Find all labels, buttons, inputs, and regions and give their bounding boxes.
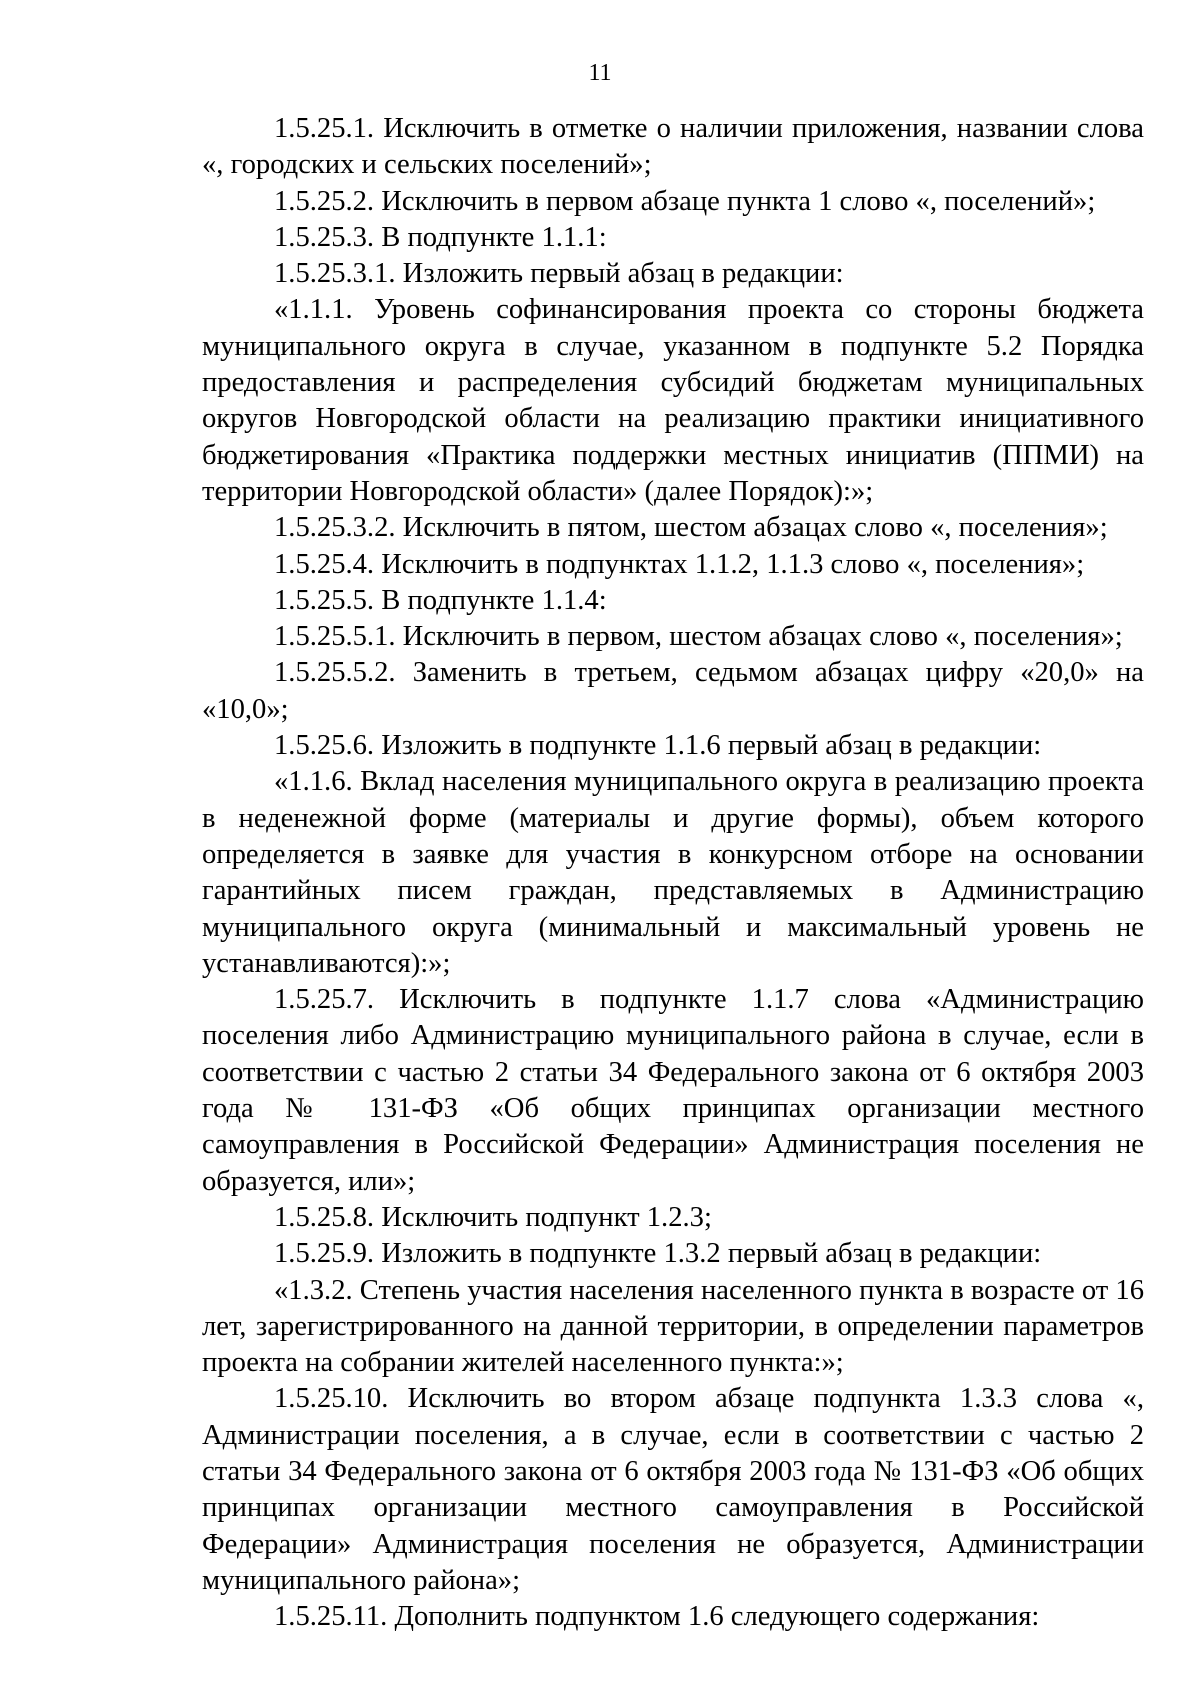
paragraph-1-5-25-5: 1.5.25.5. В подпункте 1.1.4: (274, 584, 607, 616)
paragraph-1-5-25-1: 1.5.25.1. Исключить в отметке о наличии приложения, названии слова «, городских и сельских поселений»; (202, 113, 1144, 181)
paragraph-1-5-25-3-1: 1.5.25.3.1. Изложить первый абзац в редакции: (274, 258, 844, 290)
paragraph-1-5-25-5-1: 1.5.25.5.1. Исключить в первом, шестом абзацах слово «, поселения»; (274, 621, 1123, 653)
paragraph-1-5-25-6: 1.5.25.6. Изложить в подпункте 1.1.6 первый абзац в редакции: (274, 730, 1042, 762)
paragraph-1-5-25-11: 1.5.25.11. Дополнить подпунктом 1.6 следующего содержания: (274, 1601, 1040, 1633)
paragraph-1-5-25-3: 1.5.25.3. В подпункте 1.1.1: (274, 221, 607, 253)
quoted-paragraph-1-3-2: «1.3.2. Степень участия населения населенного пункта в возрасте от 16 лет, зарегистрированного на данной территории, в определении параметров проекта на собрании жителей населенного пункта:»; (202, 1274, 1144, 1379)
quoted-paragraph-1-1-6: «1.1.6. Вклад населения муниципального округа в реализацию проекта в неденежной форме (материалы и другие формы), объем которого определяется в заявке для участия в конкурсном отборе на основании гарантийных писем граждан, представляемых в Администрацию муниципального округа (минимальный и максимальный уровень не устанавливаются):»; (202, 766, 1144, 979)
paragraph-1-5-25-10: 1.5.25.10. Исключить во втором абзаце подпункта 1.3.3 слова «, Администрации поселения, а в случае, если в соответствии с частью 2 статьи 34 Федерального закона от 6 октября 2003 года № 131-ФЗ «Об общих принципах организации местного самоуправления в Российской Федерации» Администрация поселения не образуется, Администрации муниципального района»; (202, 1383, 1144, 1596)
page-number: 11 (588, 60, 612, 86)
paragraph-1-5-25-3-2: 1.5.25.3.2. Исключить в пятом, шестом абзацах слово «, поселения»; (274, 512, 1108, 544)
paragraph-1-5-25-5-2: 1.5.25.5.2. Заменить в третьем, седьмом абзацах цифру «20,0» на «10,0»; (202, 657, 1144, 725)
paragraph-1-5-25-7: 1.5.25.7. Исключить в подпункте 1.1.7 слова «Администрацию поселения либо Администрацию муниципального района в случае, если в соответствии с частью 2 статьи 34 Федерального закона от 6 октября 2003 года № 131-ФЗ «Об общих принципах организации местного самоуправления в Российской Федерации» Администрация поселения не образуется, или»; (202, 984, 1144, 1197)
paragraph-1-5-25-2: 1.5.25.2. Исключить в первом абзаце пункта 1 слово «, поселений»; (274, 185, 1096, 217)
paragraph-1-5-25-9: 1.5.25.9. Изложить в подпункте 1.3.2 первый абзац в редакции: (274, 1238, 1042, 1270)
quoted-paragraph-1-1-1: «1.1.1. Уровень софинансирования проекта со стороны бюджета муниципального округа в случае, указанном в подпункте 5.2 Порядка предоставления и распределения субсидий бюджетам муниципальных округов Новгородской области на реализацию практики инициативного бюджетирования «Практика поддержки местных инициатив (ППМИ) на территории Новгородской области» (далее Порядок):»; (202, 294, 1144, 507)
document-body (202, 111, 1144, 1635)
paragraph-1-5-25-8: 1.5.25.8. Исключить подпункт 1.2.3; (274, 1201, 712, 1233)
paragraph-1-5-25-4: 1.5.25.4. Исключить в подпунктах 1.1.2, 1.1.3 слово «, поселения»; (274, 548, 1085, 580)
